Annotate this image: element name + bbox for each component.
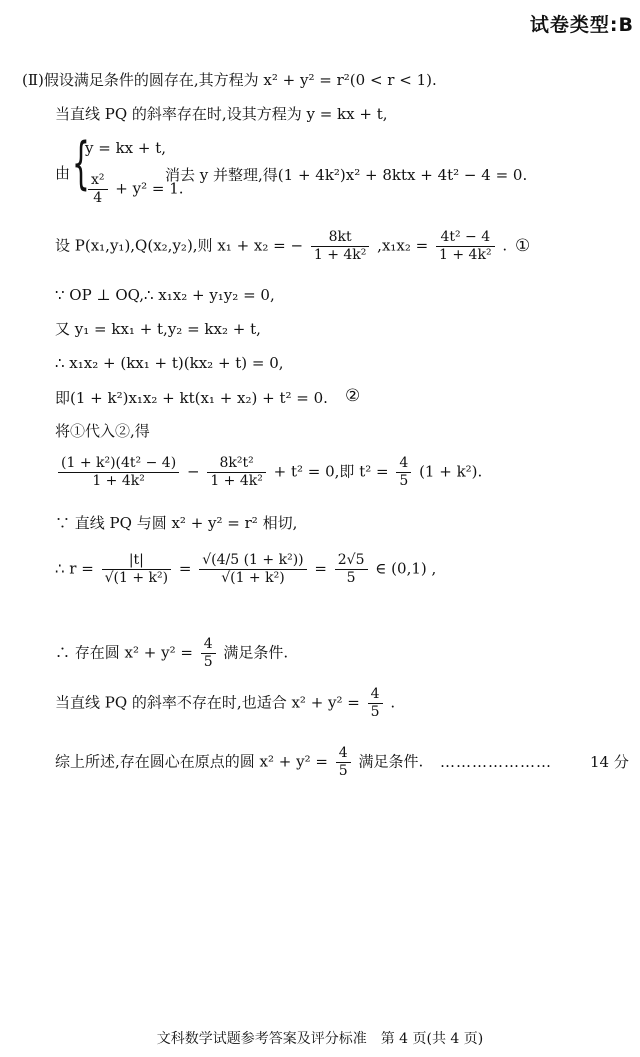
also-line: 又 y₁ = kx₁ + t,y₂ = kx₂ + t,: [55, 320, 261, 338]
r-fraction-3: [335, 552, 368, 587]
vieta-end: .: [502, 236, 508, 255]
fraction-denominator: 5: [346, 570, 356, 586]
system-result: 消去 y 并整理,得(1 + 4k²)x² + 8ktx + 4t² − 4 = 0.: [165, 166, 528, 184]
fraction-numerator: √(4/5 (1 + k²)): [199, 552, 306, 570]
part2-intro: (Ⅱ)假设满足条件的圆存在,其方程为 x² + y² = r²(0 < r < 1).: [22, 71, 437, 89]
conclusion-fraction: [336, 745, 351, 780]
system-brace: {: [72, 131, 90, 196]
fraction-numerator: |t|: [102, 552, 171, 570]
therefore-line: ∴ x₁x₂ + (kx₁ + t)(kx₂ + t) = 0,: [55, 354, 284, 372]
exists-fraction: [201, 636, 216, 671]
sub-end-text: (1 + k²).: [419, 462, 483, 481]
equation-mark-1: ①: [515, 236, 531, 256]
minus-sign: −: [186, 462, 200, 481]
fraction-numerator: x²: [88, 172, 108, 190]
equals-sign: =: [178, 559, 192, 578]
equation-mark-2: ②: [345, 386, 361, 406]
fraction-numerator: 8k²t²: [207, 455, 266, 473]
fraction-denominator: 5: [399, 473, 409, 489]
fraction-denominator: √(1 + k²): [104, 570, 169, 586]
fraction-denominator: 1 + 4k²: [313, 247, 367, 263]
vieta-mid: ,x₁x₂ =: [377, 236, 429, 255]
fraction-numerator: 4: [336, 745, 351, 763]
substitution-result: [55, 455, 482, 490]
substitute-line: 将①代入②,得: [55, 422, 150, 440]
score-leader-dots: …………………: [440, 753, 552, 771]
vieta-fraction-product: [436, 229, 495, 264]
sub-fraction-1: [58, 455, 179, 490]
fraction-numerator: 4: [201, 636, 216, 654]
exists-prefix: ∴ 存在圆 x² + y² =: [55, 643, 193, 662]
fraction-numerator: 8kt: [311, 229, 370, 247]
equals-sign: =: [314, 559, 327, 578]
no-slope-end: .: [390, 693, 396, 712]
conclusion-line: [55, 745, 423, 780]
exists-circle-line: [55, 636, 288, 671]
vieta-prefix: 设 P(x₁,y₁),Q(x₂,y₂),则 x₁ + x₂ = −: [55, 236, 304, 255]
vieta-line: [55, 229, 507, 264]
exists-end: 满足条件.: [223, 643, 289, 662]
conclusion-end: 满足条件.: [358, 752, 424, 771]
system-eq1: y = kx + t,: [85, 139, 167, 157]
fraction-numerator: 4t² − 4: [436, 229, 495, 247]
conclusion-prefix: 综上所述,存在圆心在原点的圆 x² + y² =: [55, 752, 328, 771]
fraction-denominator: 5: [370, 704, 380, 720]
no-slope-line: [55, 686, 395, 721]
fraction-denominator: 1 + 4k²: [439, 247, 492, 263]
fraction-numerator: 2√5: [335, 552, 368, 570]
page-footer: 文科数学试题参考答案及评分标准 第 4 页(共 4 页): [156, 1031, 484, 1047]
fraction-denominator: √(1 + k²): [221, 570, 285, 586]
r-fraction-1: [102, 552, 171, 587]
fraction-numerator: (1 + k²)(4t² − 4): [58, 455, 179, 473]
system-prefix: 由: [55, 164, 71, 182]
fraction-denominator: 4: [93, 190, 103, 206]
system-eq2-rest: + y² = 1.: [115, 179, 184, 198]
sub-mid-text: + t² = 0,即 t² =: [273, 462, 389, 481]
fraction-denominator: 1 + 4k²: [92, 473, 145, 489]
fraction-numerator: 4: [368, 686, 383, 704]
fraction-denominator: 5: [338, 763, 348, 779]
r-end-text: ∈ (0,1) ,: [375, 559, 437, 578]
tangent-line: ∵ 直线 PQ 与圆 x² + y² = r² 相切,: [55, 514, 298, 532]
radius-computation: [55, 552, 436, 587]
system-eq2-fraction: [88, 172, 108, 207]
sub-fraction-2: [207, 455, 266, 490]
paper-type-label: 试卷类型:B: [529, 14, 634, 36]
r-fraction-2: [199, 552, 306, 587]
vieta-fraction-sum: [311, 229, 370, 264]
slope-exists-line: 当直线 PQ 的斜率存在时,设其方程为 y = kx + t,: [55, 105, 388, 123]
fraction-denominator: 5: [203, 654, 213, 670]
score-label: 14 分: [590, 753, 629, 771]
sub-fraction-3: [396, 455, 411, 490]
fraction-numerator: 4: [396, 455, 411, 473]
equation-2-line: 即(1 + k²)x₁x₂ + kt(x₁ + x₂) + t² = 0.: [55, 389, 328, 407]
no-slope-fraction: [368, 686, 383, 721]
fraction-denominator: 1 + 4k²: [210, 473, 263, 489]
r-prefix: ∴ r =: [55, 559, 94, 578]
perpendicular-line: ∵ OP ⊥ OQ,∴ x₁x₂ + y₁y₂ = 0,: [55, 286, 275, 304]
no-slope-prefix: 当直线 PQ 的斜率不存在时,也适合 x² + y² =: [55, 693, 360, 712]
